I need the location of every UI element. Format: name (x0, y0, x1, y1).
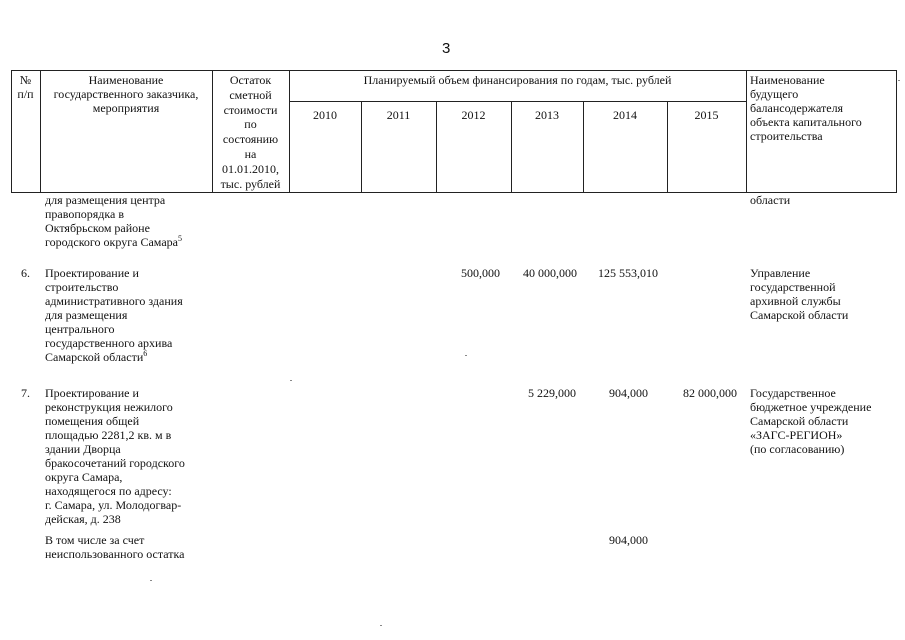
row-holder: Управление государственной архивной службы Самарской области (750, 266, 849, 322)
table-row-continued (45, 193, 215, 249)
header-name: Наименование государственного заказчика, мероприятия (53, 73, 199, 115)
footnote-mark: 6 (143, 349, 148, 358)
row-name: Проектирование и строительство административного здания для размещения центрального государственного архива Самарской области (45, 266, 183, 364)
table-row (45, 266, 215, 364)
header-rest: Остаток сметной стоимости по состоянию на 01.01.2010, тыс. рублей (220, 73, 281, 191)
header-year-2010: 2010 (313, 108, 337, 122)
row-value-2014: 904,000 (609, 386, 648, 400)
header-holder: Наименование будущего балансодержателя объекта капитального строительства (750, 73, 862, 143)
scan-speck (465, 355, 467, 356)
row-name: В том числе за счет неиспользованного остатка (45, 533, 185, 561)
header-divider (746, 70, 747, 193)
header-plan: Планируемый объем финансирования по годам, тыс. рублей (363, 73, 672, 87)
row-number: 7. (21, 386, 30, 400)
scan-speck (380, 625, 382, 626)
header-year-2015: 2015 (694, 108, 719, 122)
row-name: Проектирование и реконструкция нежилого помещения общей площадью 2281,2 кв. м в здании Дворца бракосочетаний городского округа Самара, находящегося по адресу: г. Самара, ул. Молодогвар- дейская, д. 238 (45, 386, 185, 526)
row-value-2015: 82 000,000 (683, 386, 737, 400)
header-year-2012: 2012 (461, 108, 486, 122)
scan-speck (290, 380, 292, 381)
header-year-2011: 2011 (386, 108, 411, 122)
row-value-2014: 904,000 (609, 533, 648, 547)
header-year-2014: 2014 (613, 108, 637, 122)
row-value-2012: 500,000 (461, 266, 500, 280)
scan-speck (898, 80, 900, 81)
row-holder: области (750, 193, 791, 207)
row-number: 6. (21, 266, 30, 280)
page-number: 3 (442, 40, 451, 57)
row-holder (750, 386, 900, 456)
footnote-mark: 5 (177, 234, 182, 243)
header-year-2013: 2013 (535, 108, 559, 122)
row-holder-text: Государственное бюджетное учреждение Самарской области «ЗАГС-РЕГИОН» (по согласованию) (750, 386, 872, 456)
header-divider (289, 70, 290, 193)
row-value-2013: 40 000,000 (523, 266, 577, 280)
scan-speck (150, 580, 152, 581)
header-num: № п/п (17, 73, 34, 101)
header-subrow-line (289, 101, 746, 102)
row-value-2013: 5 229,000 (528, 386, 576, 400)
row-value-2014: 125 553,010 (598, 266, 658, 280)
row-name: для размещения центра правопорядка в Октябрьском районе городского округа Самара (45, 193, 178, 249)
